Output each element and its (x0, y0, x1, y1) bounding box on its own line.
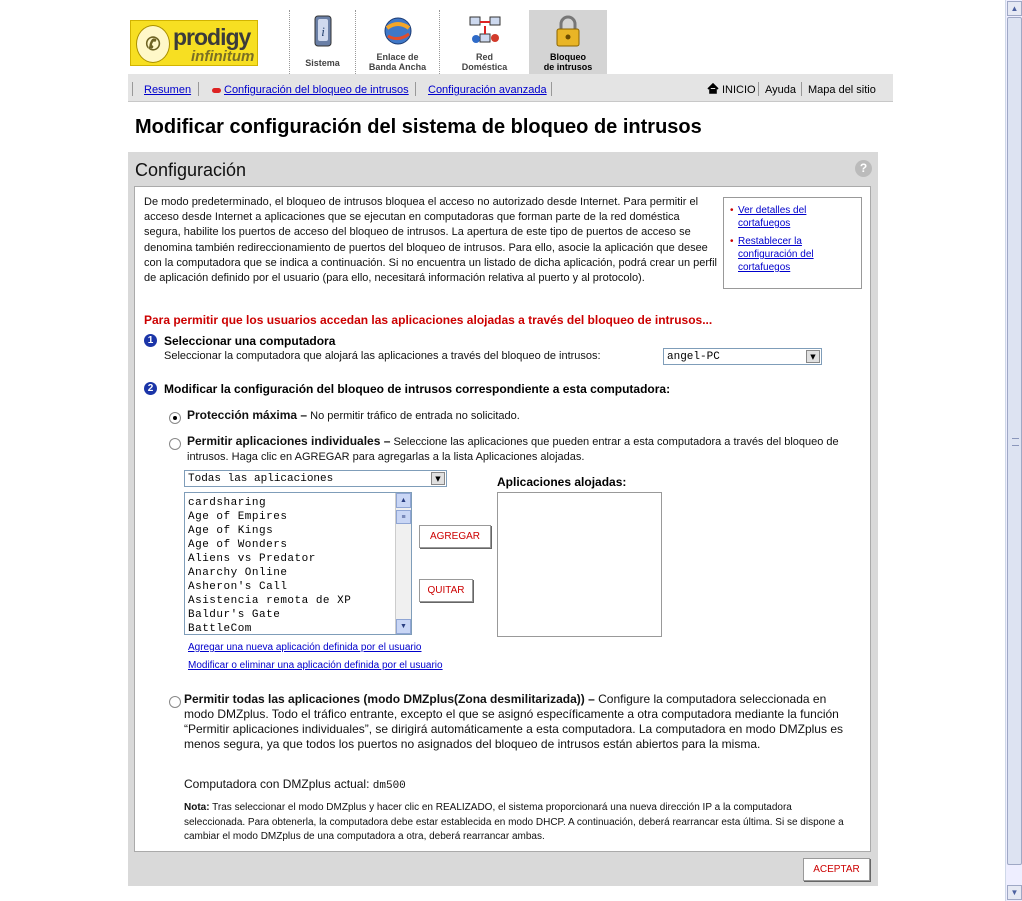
nav-divider (198, 82, 199, 96)
page-title: Modificar configuración del sistema de bloqueo de intrusos (135, 116, 702, 138)
nav-configuracion-avanzada[interactable]: Configuración avanzada (428, 84, 547, 96)
option-max-text: No permitir tráfico de entrada no solicitado. (307, 410, 520, 422)
scroll-thumb[interactable] (1007, 17, 1022, 865)
option-dmz-bold: Permitir todas las aplicaciones (modo DMZplus(Zona desmilitarizada)) – (184, 692, 595, 706)
scroll-down-icon[interactable]: ▼ (396, 619, 411, 634)
tab-sistema-label: Sistema (305, 58, 340, 68)
dropdown-arrow-icon[interactable]: ▼ (806, 350, 820, 363)
tab-bloqueo-intrusos[interactable] (529, 10, 607, 74)
tab-enlace-label1: Enlace de (376, 52, 419, 62)
scroll-up-icon[interactable]: ▲ (396, 493, 411, 508)
globe-icon (381, 14, 415, 48)
add-button[interactable]: AGREGAR (419, 525, 491, 548)
link-restablecer[interactable]: • Restablecer la configuración del cortafuegos (738, 235, 857, 274)
step-1-desc: Seleccionar la computadora que alojará las aplicaciones a través del bloqueo de intrusos: (164, 350, 601, 362)
hosted-apps-list[interactable] (497, 492, 662, 637)
dmz-current-label: Computadora con DMZplus actual: (184, 777, 370, 791)
scroll-up-icon[interactable]: ▲ (1007, 1, 1022, 16)
firewall-links-box (723, 197, 862, 289)
tab-bloqueo-label1: Bloqueo (550, 52, 586, 62)
dropdown-arrow-icon[interactable]: ▼ (431, 472, 445, 485)
radio-dmzplus[interactable] (169, 696, 181, 708)
page-scrollbar[interactable] (1005, 0, 1022, 901)
list-scrollbar[interactable] (395, 493, 411, 634)
option-max-bold: Protección máxima – (187, 408, 308, 422)
configuration-panel (128, 152, 878, 886)
section-heading: Para permitir que los usuarios accedan las aplicaciones alojadas a través del bloqueo de intrusos... (144, 313, 713, 327)
nav-configuracion-bloqueo[interactable]: Configuración del bloqueo de intrusos (224, 84, 409, 96)
nav-inicio[interactable]: INICIO (722, 84, 756, 96)
tab-red-label1: Red (475, 52, 493, 62)
accept-button[interactable]: ACEPTAR (803, 858, 870, 881)
help-icon[interactable]: ? (855, 160, 872, 177)
system-icon (306, 14, 340, 48)
intro-text: De modo predeterminado, el bloqueo de intrusos bloquea el acceso no autorizado desde Internet. Para permitir el acceso desde Internet a aplicaciones que se ejecutan en computadoras que forman parte de la red doméstica segura, habilite los puertos de acceso del bloqueo de intrusos. La apertura de este tipo de puertos de acceso se denomina también redireccionamiento de puertos del bloqueo de intrusos. Para ello, asocie la aplicación que desee con la computadora que se indica a continuación. Si no encuentra un listado de dicha aplicación, podrá crear un perfil de aplicación definido por el usuario (para ello, necesitará información relativa al puerto y al protocolo). (144, 196, 717, 285)
list-item[interactable]: Age of Empires (188, 511, 288, 523)
hosted-apps-label: Aplicaciones alojadas: (497, 475, 627, 489)
list-item[interactable]: Asheron's Call (188, 581, 288, 593)
network-icon (468, 14, 502, 48)
category-select-value: Todas las aplicaciones (188, 473, 334, 485)
list-item[interactable]: Asistencia remota de XP (188, 595, 352, 607)
radio-aplicaciones-individuales[interactable] (169, 438, 181, 450)
option-proteccion-maxima (187, 408, 520, 424)
tab-enlace-banda-ancha[interactable] (355, 10, 439, 74)
dmz-current-value: dm500 (372, 780, 406, 792)
option-aplicaciones-individuales (187, 434, 842, 465)
dmz-current (184, 777, 406, 792)
step-1-title: Seleccionar una computadora (164, 334, 336, 348)
remove-button[interactable]: QUITAR (419, 579, 473, 602)
option-dmzplus (184, 692, 844, 752)
tab-enlace-label2: Banda Ancha (368, 62, 427, 72)
svg-text:i: i (320, 24, 325, 39)
note-text: Tras seleccionar el modo DMZplus y hacer clic en REALIZADO, el sistema proporcionará una nueva dirección IP a la computadora seleccionada. Para obtenerla, la computadora debe estar establecida en modo DHCP. A continuación, deberá rearrancar esta última. Si se dispone a cambiar el modo DMZplus de una computadora a otra, deberá rearrancar ambas. (184, 802, 844, 842)
list-item[interactable]: Baldur's Gate (188, 609, 281, 621)
nav-divider (758, 82, 759, 96)
step-2-title: Modificar la configuración del bloqueo de intrusos correspondiente a esta computadora: (164, 382, 671, 396)
dmz-note (184, 801, 844, 845)
link-ver-detalles[interactable]: • Ver detalles del cortafuegos (738, 204, 857, 230)
prodigy-logo[interactable] (130, 20, 258, 66)
applications-list[interactable] (184, 492, 412, 635)
list-item[interactable]: BattleCom (188, 623, 252, 635)
list-item[interactable]: Anarchy Online (188, 567, 288, 579)
nav-divider (551, 82, 552, 96)
list-item[interactable]: cardsharing (188, 497, 267, 509)
scroll-grip-icon (1012, 438, 1019, 446)
category-select[interactable] (184, 470, 447, 487)
nav-mapa-sitio[interactable]: Mapa del sitio (808, 84, 876, 96)
padlock-icon (551, 14, 585, 48)
note-label: Nota: (184, 802, 210, 813)
option-individual-text: Seleccione las aplicaciones que pueden entrar a esta computadora a través del bloqueo de intrusos. Haga clic en AGREGAR para agregarlas a la lista Aplicaciones alojadas. (187, 436, 839, 463)
tab-red-domestica[interactable] (439, 10, 529, 74)
home-icon (707, 83, 719, 94)
computer-select[interactable] (663, 348, 822, 365)
nav-divider (415, 82, 416, 96)
link-edit-user-app[interactable]: Modificar o eliminar una aplicación definida por el usuario (188, 660, 443, 671)
tab-bloqueo-label2: de intrusos (543, 62, 593, 72)
nav-resumen[interactable]: Resumen (144, 84, 192, 96)
header (128, 10, 893, 74)
applications-items (188, 496, 351, 635)
panel-title: Configuración (135, 160, 247, 180)
list-item[interactable]: Age of Kings (188, 525, 274, 537)
nav-divider (801, 82, 802, 96)
configuration-content (134, 186, 871, 852)
nav-ayuda[interactable]: Ayuda (765, 84, 796, 96)
current-marker-icon (212, 88, 221, 93)
option-dmz-text: Configure la computadora seleccionada en modo DMZplus. Todo el tráfico entrante, excepto el que se asignó específicamente a otra computadora mediante la función “Permitir aplicaciones individuales”, se dirigirá automáticamente a esta computadora. La computadora en modo DMZplus es menos segura, ya que todos los puertos no asignados del bloqueo de intrusos están abiertos para la misma. (184, 692, 843, 751)
scroll-down-icon[interactable]: ▼ (1007, 885, 1022, 900)
scroll-thumb[interactable]: ≡ (396, 510, 411, 524)
nav-current-item (212, 84, 409, 96)
logo-sub: infinitum (191, 48, 255, 65)
logo-mark-icon: ✆ (136, 25, 170, 63)
tab-sistema[interactable] (289, 10, 355, 74)
option-individual-bold: Permitir aplicaciones individuales – (187, 434, 391, 448)
sub-navigation (128, 74, 893, 102)
logo-brand: prodigy (173, 24, 251, 50)
step-1-badge: 1 (144, 334, 157, 347)
nav-divider (132, 82, 133, 96)
step-2-badge: 2 (144, 382, 157, 395)
radio-proteccion-maxima[interactable] (169, 412, 181, 424)
list-item[interactable]: Aliens vs Predator (188, 553, 316, 565)
computer-select-value: angel-PC (667, 351, 720, 363)
tab-red-label2: Doméstica (461, 62, 508, 72)
list-item[interactable]: Age of Wonders (188, 539, 288, 551)
link-add-user-app[interactable]: Agregar una nueva aplicación definida por el usuario (188, 642, 422, 653)
